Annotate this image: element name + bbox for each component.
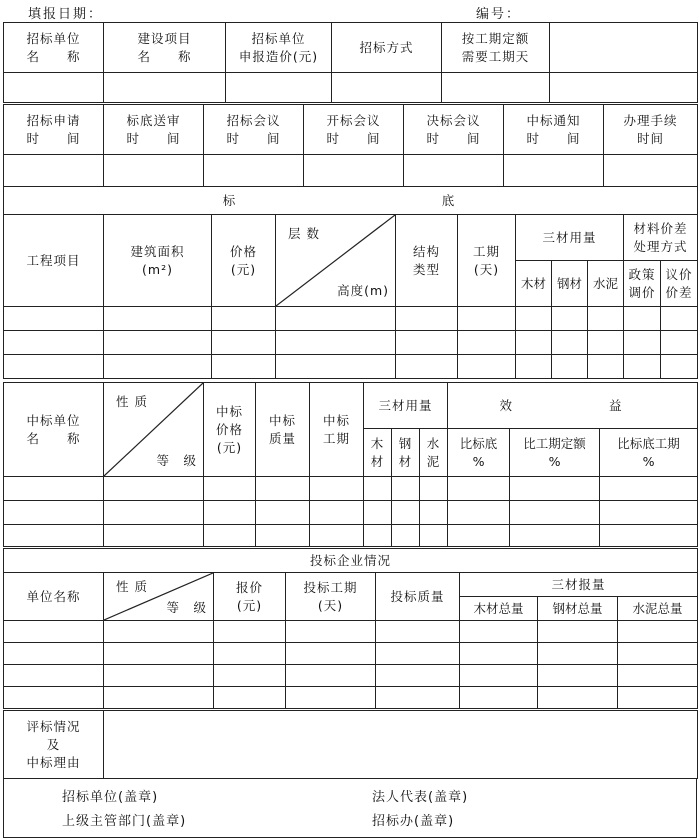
data-cell[interactable] <box>4 477 104 501</box>
wood-header: 木材 <box>516 261 552 307</box>
bidder-materials-header: 三材报量 <box>460 573 698 597</box>
time-value[interactable] <box>604 155 698 187</box>
data-cell[interactable] <box>448 501 510 525</box>
data-cell[interactable] <box>310 477 364 501</box>
bidder-price-header: 报价 (元) <box>214 573 286 621</box>
data-cell[interactable] <box>618 643 698 665</box>
data-cell[interactable] <box>538 687 618 709</box>
price-header: 价格 (元) <box>212 215 276 307</box>
declared-cost-value[interactable] <box>226 73 332 103</box>
data-cell[interactable] <box>396 331 458 355</box>
data-cell[interactable] <box>600 525 698 547</box>
data-cell[interactable] <box>286 621 376 643</box>
decision-meeting-time-header: 决标会议 时 间 <box>404 105 504 155</box>
data-cell[interactable] <box>510 477 600 501</box>
data-cell[interactable] <box>392 477 420 501</box>
data-cell[interactable] <box>286 665 376 687</box>
data-cell[interactable] <box>661 355 698 379</box>
steel-header: 钢材 <box>552 261 588 307</box>
data-cell[interactable] <box>420 501 448 525</box>
data-cell[interactable] <box>4 665 104 687</box>
data-cell[interactable] <box>4 331 104 355</box>
data-cell[interactable] <box>618 621 698 643</box>
data-cell[interactable] <box>588 355 624 379</box>
data-cell[interactable] <box>104 621 214 643</box>
nature-grade-header <box>104 383 204 477</box>
data-cell[interactable] <box>624 355 661 379</box>
data-cell[interactable] <box>661 331 698 355</box>
data-cell[interactable] <box>376 643 460 665</box>
cement-total-header: 水泥总量 <box>618 597 698 621</box>
data-cell[interactable] <box>310 501 364 525</box>
negotiated-diff-header: 议价 价差 <box>661 261 698 307</box>
data-cell[interactable] <box>600 477 698 501</box>
time-value[interactable] <box>504 155 604 187</box>
time-value[interactable] <box>4 155 104 187</box>
data-cell[interactable] <box>276 331 396 355</box>
project-item-header: 工程项目 <box>4 215 104 307</box>
data-cell[interactable] <box>448 525 510 547</box>
data-cell[interactable] <box>420 477 448 501</box>
data-cell[interactable] <box>104 477 204 501</box>
data-cell[interactable] <box>552 307 588 331</box>
data-cell[interactable] <box>310 525 364 547</box>
data-cell[interactable] <box>4 687 104 709</box>
nature-label: 性 质 <box>116 394 148 409</box>
data-cell[interactable] <box>214 621 286 643</box>
procedure-time-header: 办理手续 时间 <box>604 105 698 155</box>
data-cell[interactable] <box>256 525 310 547</box>
period-header: 工期 (天) <box>458 215 516 307</box>
bid-unit-name-header: 招标单位 名 称 <box>4 23 104 73</box>
cement-header: 水泥 <box>588 261 624 307</box>
floors-label: 层 数 <box>288 226 320 241</box>
data-cell[interactable] <box>392 525 420 547</box>
data-cell[interactable] <box>4 501 104 525</box>
data-cell[interactable] <box>376 687 460 709</box>
fill-date-label: 填报日期： <box>28 7 104 22</box>
data-cell[interactable] <box>364 525 392 547</box>
bid-unit-seal: 招标单位(盖章) <box>62 790 159 805</box>
winner-price-header: 中标 价格 (元) <box>204 383 256 477</box>
data-cell[interactable] <box>104 643 214 665</box>
bid-method-value[interactable] <box>332 73 442 103</box>
data-cell[interactable] <box>214 665 286 687</box>
data-cell[interactable] <box>420 525 448 547</box>
policy-adjust-header: 政策 调价 <box>624 261 661 307</box>
data-cell[interactable] <box>661 307 698 331</box>
period-value-empty[interactable] <box>442 73 550 103</box>
bid-open-time-header: 开标会议 时 间 <box>304 105 404 155</box>
data-cell[interactable] <box>276 355 396 379</box>
data-cell[interactable] <box>392 501 420 525</box>
data-cell[interactable] <box>538 621 618 643</box>
bid-method-header: 招标方式 <box>332 23 442 73</box>
superior-dept-seal: 上级主管部门(盖章) <box>62 814 187 829</box>
bidders-title: 投标企业情况 <box>4 549 698 573</box>
timeline-section <box>3 104 697 187</box>
wood-total-header: 木材总量 <box>460 597 538 621</box>
winner-period-header: 中标 工期 <box>310 383 364 477</box>
data-cell[interactable] <box>458 355 516 379</box>
data-cell[interactable] <box>204 477 256 501</box>
time-value[interactable] <box>304 155 404 187</box>
data-cell[interactable] <box>204 501 256 525</box>
data-cell[interactable] <box>256 501 310 525</box>
building-area-header: 建筑面积 (m²) <box>104 215 212 307</box>
data-cell[interactable] <box>104 331 212 355</box>
basic-info-section <box>3 22 697 103</box>
three-materials-header: 三材用量 <box>516 215 624 261</box>
data-cell[interactable] <box>212 355 276 379</box>
grade-label: 等 级 <box>156 453 197 468</box>
base-price-title: 标 底 <box>4 187 698 215</box>
height-label: 高度(m) <box>337 283 389 298</box>
data-cell[interactable] <box>516 355 552 379</box>
data-cell[interactable] <box>516 331 552 355</box>
vs-period-header: 比工期定额 % <box>510 429 600 477</box>
required-period-header: 按工期定额 需要工期天 <box>442 23 550 73</box>
data-cell[interactable] <box>458 307 516 331</box>
data-cell[interactable] <box>104 307 212 331</box>
data-cell[interactable] <box>204 525 256 547</box>
data-cell[interactable] <box>460 621 538 643</box>
data-cell[interactable] <box>104 501 204 525</box>
data-cell[interactable] <box>510 525 600 547</box>
winner-quality-header: 中标 质量 <box>256 383 310 477</box>
data-cell[interactable] <box>618 665 698 687</box>
data-cell[interactable] <box>618 687 698 709</box>
project-name-value[interactable] <box>104 73 226 103</box>
nature-label: 性 质 <box>116 579 148 594</box>
form-header <box>0 0 700 22</box>
winner-cement-header: 水 泥 <box>420 429 448 477</box>
data-cell[interactable] <box>538 643 618 665</box>
data-cell[interactable] <box>460 687 538 709</box>
data-cell[interactable] <box>510 501 600 525</box>
data-cell[interactable] <box>460 665 538 687</box>
evaluation-label: 评标情况 及 中标理由 <box>4 711 104 779</box>
data-cell[interactable] <box>364 477 392 501</box>
data-cell[interactable] <box>376 665 460 687</box>
data-cell[interactable] <box>214 687 286 709</box>
vs-base-header: 比标底 % <box>448 429 510 477</box>
data-cell[interactable] <box>214 643 286 665</box>
data-cell[interactable] <box>624 307 661 331</box>
data-cell[interactable] <box>516 307 552 331</box>
data-cell[interactable] <box>624 331 661 355</box>
bid-unit-name-value[interactable] <box>4 73 104 103</box>
serial-no-label: 编号： <box>476 7 522 22</box>
evaluation-content[interactable] <box>104 711 698 779</box>
winner-unit-name-header: 中标单位 名 称 <box>4 383 104 477</box>
blank-cell[interactable] <box>550 73 698 103</box>
grade-label: 等 级 <box>166 600 207 615</box>
base-submit-time-header: 标底送审 时 间 <box>104 105 204 155</box>
data-cell[interactable] <box>4 525 104 547</box>
legal-rep-seal: 法人代表(盖章) <box>372 790 469 805</box>
bid-office-seal: 招标办(盖章) <box>372 814 455 829</box>
bidder-period-header: 投标工期 (天) <box>286 573 376 621</box>
data-cell[interactable] <box>552 355 588 379</box>
data-cell[interactable] <box>458 331 516 355</box>
data-cell[interactable] <box>4 643 104 665</box>
data-cell[interactable] <box>4 621 104 643</box>
time-value[interactable] <box>104 155 204 187</box>
benefit-header: 效 益 <box>448 383 698 429</box>
winner-section <box>3 382 697 547</box>
vs-base-period-header: 比标底工期 % <box>600 429 698 477</box>
signature-area <box>3 778 697 838</box>
structure-type-header: 结构 类型 <box>396 215 458 307</box>
data-cell[interactable] <box>4 307 104 331</box>
bidders-section <box>3 548 697 709</box>
project-name-header: 建设项目 名 称 <box>104 23 226 73</box>
data-cell[interactable] <box>104 355 212 379</box>
time-value[interactable] <box>404 155 504 187</box>
data-cell[interactable] <box>104 665 214 687</box>
winner-steel-header: 钢 材 <box>392 429 420 477</box>
data-cell[interactable] <box>276 307 396 331</box>
data-cell[interactable] <box>396 355 458 379</box>
data-cell[interactable] <box>104 525 204 547</box>
data-cell[interactable] <box>364 501 392 525</box>
floors-height-header <box>276 215 396 307</box>
data-cell[interactable] <box>588 307 624 331</box>
base-price-section <box>3 186 697 379</box>
declared-cost-header: 招标单位 申报造价(元) <box>226 23 332 73</box>
winner-wood-header: 木 材 <box>364 429 392 477</box>
data-cell[interactable] <box>588 331 624 355</box>
data-cell[interactable] <box>552 331 588 355</box>
data-cell[interactable] <box>212 331 276 355</box>
data-cell[interactable] <box>600 501 698 525</box>
winner-three-materials-header: 三材用量 <box>364 383 448 429</box>
data-cell[interactable] <box>286 687 376 709</box>
bidder-nature-grade-header <box>104 573 214 621</box>
material-diff-header: 材料价差 处理方式 <box>624 215 698 261</box>
bidder-unit-name-header: 单位名称 <box>4 573 104 621</box>
data-cell[interactable] <box>376 621 460 643</box>
data-cell[interactable] <box>4 355 104 379</box>
data-cell[interactable] <box>104 687 214 709</box>
win-notice-time-header: 中标通知 时 间 <box>504 105 604 155</box>
evaluation-section <box>3 710 697 779</box>
data-cell[interactable] <box>396 307 458 331</box>
data-cell[interactable] <box>448 477 510 501</box>
bidder-quality-header: 投标质量 <box>376 573 460 621</box>
data-cell[interactable] <box>538 665 618 687</box>
steel-total-header: 钢材总量 <box>538 597 618 621</box>
data-cell[interactable] <box>212 307 276 331</box>
data-cell[interactable] <box>286 643 376 665</box>
required-period-value[interactable] <box>550 23 698 73</box>
data-cell[interactable] <box>256 477 310 501</box>
bid-meeting-time-header: 招标会议 时 间 <box>204 105 304 155</box>
data-cell[interactable] <box>460 643 538 665</box>
time-value[interactable] <box>204 155 304 187</box>
bid-application-time-header: 招标申请 时 间 <box>4 105 104 155</box>
